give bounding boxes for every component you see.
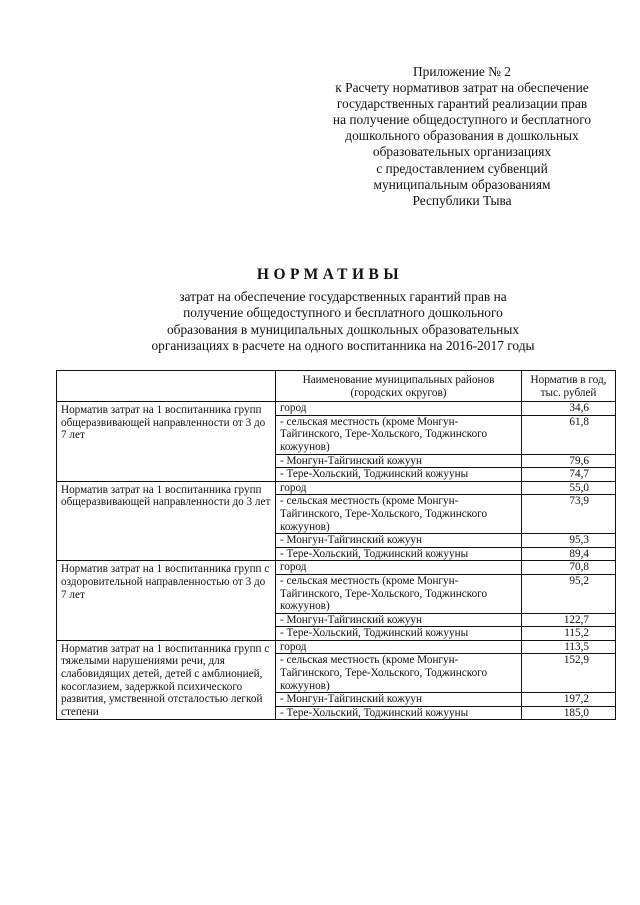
area-cell: город	[276, 481, 522, 495]
value-cell: 34,6	[522, 402, 616, 416]
appendix-line: на получение общедоступного и бесплатного	[332, 112, 592, 128]
table-row	[57, 402, 616, 416]
area-cell: город	[276, 640, 522, 654]
category-cell: Норматив затрат на 1 воспитанника групп с тяжелыми нарушениями речи, для слабовидящих детей, детей с амблионией, косоглазием, задержкой психического развития, умственной отсталостью легкой степени	[57, 640, 276, 720]
table-header-row	[57, 371, 616, 402]
appendix-line: с предоставлением субвенций	[376, 160, 548, 176]
table-row	[57, 640, 616, 654]
area-cell: - сельская местность (кроме Монгун-Тайгинского, Тере-Хольского, Тоджинского кожуунов)	[276, 654, 522, 693]
value-cell: 79,6	[522, 454, 616, 468]
area-cell: - сельская местность (кроме Монгун-Тайгинского, Тере-Хольского, Тоджинского кожуунов)	[276, 574, 522, 613]
norms-table	[56, 370, 616, 720]
value-cell: 73,9	[522, 495, 616, 534]
area-cell: - сельская местность (кроме Монгун-Тайгинского, Тере-Хольского, Тоджинского кожуунов)	[276, 415, 522, 454]
area-cell: - Тере-Хольский, Тоджинский кожууны	[276, 627, 522, 641]
appendix-line: Приложение № 2	[412, 64, 512, 79]
header-norm: Норматив в год, тыс. рублей	[522, 371, 616, 402]
subtitle-line: организациях в расчете на одного воспитанника на 2016-2017 годы	[151, 337, 535, 353]
area-cell: - Монгун-Тайгинский кожуун	[276, 613, 522, 627]
value-cell: 89,4	[522, 547, 616, 561]
value-cell: 122,7	[522, 613, 616, 627]
value-cell: 95,2	[522, 574, 616, 613]
header-category	[57, 371, 276, 402]
value-cell: 185,0	[522, 706, 616, 720]
area-cell: - Монгун-Тайгинский кожуун	[276, 534, 522, 548]
header-area: Наименование муниципальных районов (городских округов)	[276, 371, 522, 402]
area-cell: - Тере-Хольский, Тоджинский кожууны	[276, 468, 522, 482]
category-cell: Норматив затрат на 1 воспитанника групп с оздоровительной направленностью от 3 до 7 лет	[57, 561, 276, 641]
appendix-line: к Расчету нормативов затрат на обеспечение	[335, 80, 589, 96]
subtitle-line: затрат на обеспечение государственных гарантий прав на	[179, 289, 507, 304]
area-cell: - Тере-Хольский, Тоджинский кожууны	[276, 706, 522, 720]
value-cell: 197,2	[522, 693, 616, 707]
category-cell: Норматив затрат на 1 воспитанника групп общеразвивающей направленности от 3 до 7 лет	[57, 402, 276, 482]
area-cell: город	[276, 561, 522, 575]
area-cell: - сельская местность (кроме Монгун-Тайгинского, Тере-Хольского, Тоджинского кожуунов)	[276, 495, 522, 534]
subtitle-line: получение общедоступного и бесплатного дошкольного	[183, 305, 503, 321]
value-cell: 70,8	[522, 561, 616, 575]
appendix-line: Республики Тыва	[412, 192, 512, 208]
table-row	[57, 561, 616, 575]
value-cell: 95,3	[522, 534, 616, 548]
value-cell: 115,2	[522, 627, 616, 641]
value-cell: 74,7	[522, 468, 616, 482]
area-cell: город	[276, 402, 522, 416]
subtitle-line: образования в муниципальных дошкольных образовательных	[166, 321, 520, 337]
category-cell: Норматив затрат на 1 воспитанника групп общеразвивающей направленности до 3 лет	[57, 481, 276, 561]
value-cell: 61,8	[522, 415, 616, 454]
value-cell: 55,0	[522, 481, 616, 495]
value-cell: 113,5	[522, 640, 616, 654]
document-title: НОРМАТИВЫ	[256, 266, 404, 283]
value-cell: 152,9	[522, 654, 616, 693]
document-subtitle	[128, 289, 558, 354]
appendix-header	[300, 64, 624, 209]
table-row	[57, 481, 616, 495]
appendix-line: образовательных организациях	[372, 144, 552, 160]
appendix-line: государственных гарантий реализации прав	[336, 96, 588, 112]
area-cell: - Тере-Хольский, Тоджинский кожууны	[276, 547, 522, 561]
area-cell: - Монгун-Тайгинский кожуун	[276, 454, 522, 468]
appendix-line: муниципальным образованиям	[373, 176, 551, 192]
area-cell: - Монгун-Тайгинский кожуун	[276, 693, 522, 707]
appendix-line: дошкольного образования в дошкольных	[345, 128, 579, 144]
